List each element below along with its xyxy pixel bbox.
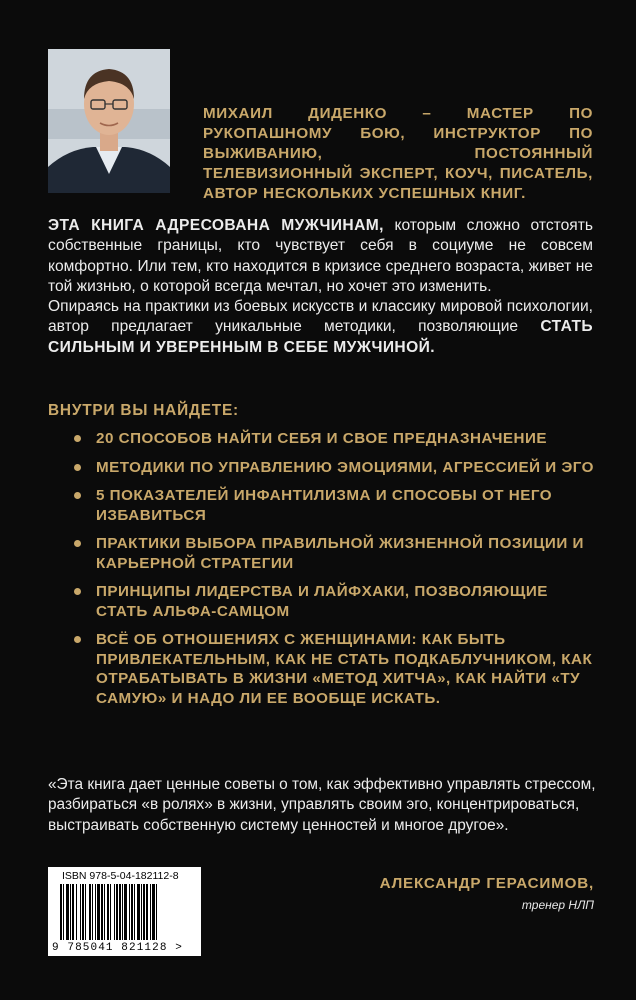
barcode-stripe: [129, 884, 130, 940]
bullet-icon: [74, 540, 81, 547]
testimonial-signature: [380, 875, 594, 912]
barcode-stripe: [63, 884, 64, 940]
intro-lead-text: которым сложно отстоять собственные границы, кто чувствует себя в социуме не совсем комфортно. Или тем, кто находится в кризисе среднего возраста, живет не той жизнью, о которой всегда мечтал, но хочет это изменить.: [48, 217, 593, 295]
contents-item-text: 20 СПОСОБОВ НАЙТИ СЕБЯ И СВОЕ ПРЕДНАЗНАЧЕНИЕ: [96, 430, 548, 447]
barcode-stripe: [82, 884, 84, 940]
author-portrait-image: [48, 49, 170, 193]
bullet-icon: [74, 435, 81, 442]
contents-list: [96, 429, 596, 717]
contents-list-item: [96, 534, 596, 573]
isbn-label: ISBN 978-5-04-182112-8: [62, 870, 179, 882]
contents-list-item: [96, 486, 596, 525]
contents-item-text: 5 ПОКАЗАТЕЛЕЙ ИНФАНТИЛИЗМА И СПОСОБЫ ОТ НЕГО ИЗБАВИТЬСЯ: [96, 487, 553, 524]
barcode-stripe: [60, 884, 62, 940]
contents-item-text: ПРАКТИКИ ВЫБОРА ПРАВИЛЬНОЙ ЖИЗНЕННОЙ ПОЗИЦИИ И КАРЬЕРНОЙ СТРАТЕГИИ: [96, 535, 584, 572]
isbn-digits: 9 785041 821128 >: [52, 942, 183, 954]
intro-para2-text: Опираясь на практики из боевых искусств и классику мировой психологии, автор предлагает уникальные методики, позволяющие: [48, 298, 593, 336]
barcode-stripe: [66, 884, 69, 940]
book-description: [48, 216, 593, 358]
barcode-icon: [58, 884, 191, 942]
intro-paragraph-1: [48, 216, 593, 297]
barcode-stripe: [110, 884, 111, 940]
bullet-icon: [74, 492, 81, 499]
contents-item-text: ПРИНЦИПЫ ЛИДЕРСТВА И ЛАЙФХАКИ, ПОЗВОЛЯЮЩИЕ СТАТЬ АЛЬФА-САМЦОМ: [96, 583, 548, 620]
intro-lead-bold: ЭТА КНИГА АДРЕСОВАНА МУЖЧИНАМ,: [48, 217, 384, 234]
barcode-stripe: [89, 884, 91, 940]
contents-list-item: [96, 458, 596, 478]
intro-paragraph-2: [48, 297, 593, 358]
contents-list-item: [96, 582, 596, 621]
reviewer-role: тренер НЛП: [521, 898, 594, 912]
author-photo: [48, 49, 170, 193]
barcode-stripe: [92, 884, 93, 940]
isbn-barcode: [48, 867, 201, 956]
bullet-icon: [74, 636, 81, 643]
intro-para2-bold: СТАТЬ СИЛЬНЫМ И УВЕРЕННЫМ В СЕБЕ МУЖЧИНОЙ.: [48, 318, 593, 356]
contents-item-text: ВСЁ ОБ ОТНОШЕНИЯХ С ЖЕНЩИНАМИ: КАК БЫТЬ ПРИВЛЕКАТЕЛЬНЫМ, КАК НЕ СТАТЬ ПОДКАБЛУЧНИКОМ, КАК ОТРАБАТЫВАТЬ В ЖИЗНИ «МЕТОД ХИТЧА», КАК НАЙТИ «ТУ САМУЮ» И НАДО ЛИ ЕЕ ВООБЩЕ ИСКАТЬ.: [96, 631, 593, 707]
barcode-stripe: [72, 884, 74, 940]
barcode-stripe: [124, 884, 127, 940]
barcode-stripe: [146, 884, 148, 940]
bullet-icon: [74, 588, 81, 595]
contents-list-item: [96, 429, 596, 449]
barcode-stripe: [131, 884, 133, 940]
barcode-stripe: [95, 884, 96, 940]
barcode-stripe: [119, 884, 121, 940]
barcode-stripe: [141, 884, 142, 940]
barcode-stripe: [116, 884, 118, 940]
author-bio: МИХАИЛ ДИДЕНКО – МАСТЕР ПО РУКОПАШНОМУ БОЮ, ИНСТРУКТОР ПО ВЫЖИВАНИЮ, ПОСТОЯННЫЙ ТЕЛЕВИЗИОННЫЙ ЭКСПЕРТ, КОУЧ, ПИСАТЕЛЬ, АВТОР НЕСКОЛЬКИХ УСПЕШНЫХ КНИГ.: [203, 105, 593, 202]
testimonial-quote: «Эта книга дает ценные советы о том, как эффективно управлять стрессом, разбираться «в ролях» в жизни, управлять своим эго, концентрироваться, выстраивать собственную систему ценностей и многое другое».: [48, 776, 596, 834]
barcode-stripe: [80, 884, 81, 940]
barcode-stripe: [122, 884, 123, 940]
barcode-stripe: [104, 884, 105, 940]
contents-item-text: МЕТОДИКИ ПО УПРАВЛЕНИЮ ЭМОЦИЯМИ, АГРЕССИЕЙ И ЭГО: [96, 458, 594, 476]
barcode-stripe: [152, 884, 155, 940]
barcode-stripe: [97, 884, 100, 940]
barcode-stripe: [156, 884, 157, 940]
reviewer-name: АЛЕКСАНДР ГЕРАСИМОВ,: [379, 875, 594, 892]
barcode-stripe: [70, 884, 71, 940]
contents-heading: ВНУТРИ ВЫ НАЙДЕТЕ:: [48, 402, 239, 419]
barcode-stripe: [107, 884, 109, 940]
bullet-icon: [74, 464, 81, 471]
barcode-stripe: [114, 884, 115, 940]
barcode-stripe: [134, 884, 135, 940]
barcode-stripe: [85, 884, 86, 940]
barcode-stripe: [137, 884, 140, 940]
barcode-stripe: [101, 884, 103, 940]
barcode-stripe: [150, 884, 151, 940]
barcode-stripe: [76, 884, 77, 940]
barcode-stripe: [143, 884, 145, 940]
contents-list-item: [96, 630, 596, 708]
